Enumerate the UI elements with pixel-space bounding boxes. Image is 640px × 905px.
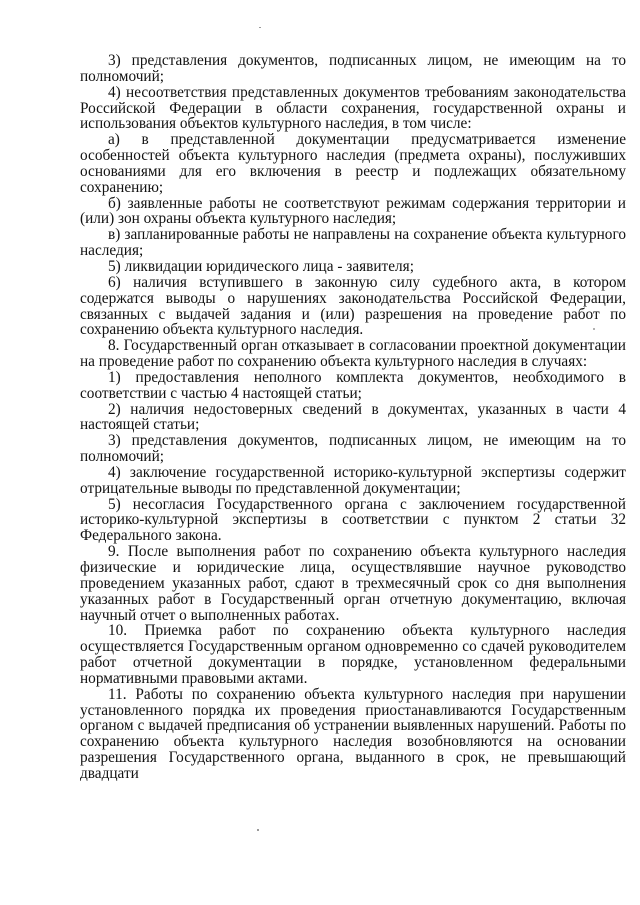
paragraph-section-11: 11. Работы по сохранению объекта культурного наследия при нарушении установленного порядка их проведения приостанавливаются Государственным органом с выдачей предписания об устранении выявленных нарушений. Работы по сохранению объекта культурного наследия возобновляются на основании разрешения Государственного органа, выданного в срок, не превышающий двадцати (80, 685, 626, 782)
document-body (80, 53, 626, 782)
paragraph-subitem-b: б) заявленные работы не соответствуют режимам содержания территории и (или) зон охраны объекта культурного наследия; (80, 194, 626, 228)
paragraph-subitem-v: в) запланированные работы не направлены на сохранение объекта культурного наследия; (80, 226, 626, 260)
paragraph-section-8-item-4: 4) заключение государственной историко-культурной экспертизы содержит отрицательные выводы по представленной документации; (80, 463, 626, 497)
paragraph-section-8-item-2: 2) наличия недостоверных сведений в документах, указанных в части 4 настоящей статьи; (80, 400, 626, 434)
scan-speck (259, 27, 261, 28)
paragraph-section-8-item-3: 3) представления документов, подписанных лицом, не имеющим на то полномочий; (80, 432, 626, 466)
paragraph-item-3-unauthorized: 3) представления документов, подписанных лицом, не имеющим на то полномочий; (80, 52, 626, 85)
paragraph-subitem-a: а) в представленной документации предусматривается изменение особенностей объекта культурного наследия (предмета охраны), послуживших основаниями для его включения в реестр и подлежащих обязательному сохранению; (80, 131, 626, 196)
paragraph-item-6-court-act: 6) наличия вступившего в законную силу судебного акта, в котором содержатся выводы о нарушениях законодательства Российской Федерации, связанных с выдачей задания и (или) разрешения на проведение работ по сохранению объекта культурного наследия. (80, 273, 626, 339)
paragraph-section-10: 10. Приемка работ по сохранению объекта культурного наследия осуществляется Государственным органом одновременно со сдачей руководителем работ отчетной документации в порядке, установленном федеральными нормативными правовыми актами. (80, 622, 626, 687)
paragraph-section-9: 9. После выполнения работ по сохранению объекта культурного наследия физические и юридические лица, осуществлявшие научное руководство проведением указанных работ, сдают в трехмесячный срок со дня выполнения указанных работ в Государственный орган отчетную документацию, включая научный отчет о выполненных работах. (80, 543, 626, 624)
paragraph-section-8: 8. Государственный орган отказывает в согласовании проектной документации на проведение работ по сохранению объекта культурного наследия в случаях: (80, 337, 626, 371)
paragraph-section-8-item-5: 5) несогласия Государственного органа с заключением государственной историко-культурной экспертизы в соответствии с пунктом 2 статьи 32 Федерального закона. (80, 495, 626, 545)
paragraph-section-8-item-1: 1) предоставления неполного комплекта документов, необходимого в соответствии с частью 4 настоящей статьи; (80, 368, 626, 402)
paragraph-item-4-noncompliance: 4) несоответствия представленных документов требованиям законодательства Российской Федерации в области сохранения, государственной охраны и использования объектов культурного наследия, в том числе: (80, 83, 626, 133)
scan-speck (257, 829, 259, 831)
paragraph-item-5-liquidation: 5) ликвидации юридического лица - заявителя; (108, 257, 414, 275)
